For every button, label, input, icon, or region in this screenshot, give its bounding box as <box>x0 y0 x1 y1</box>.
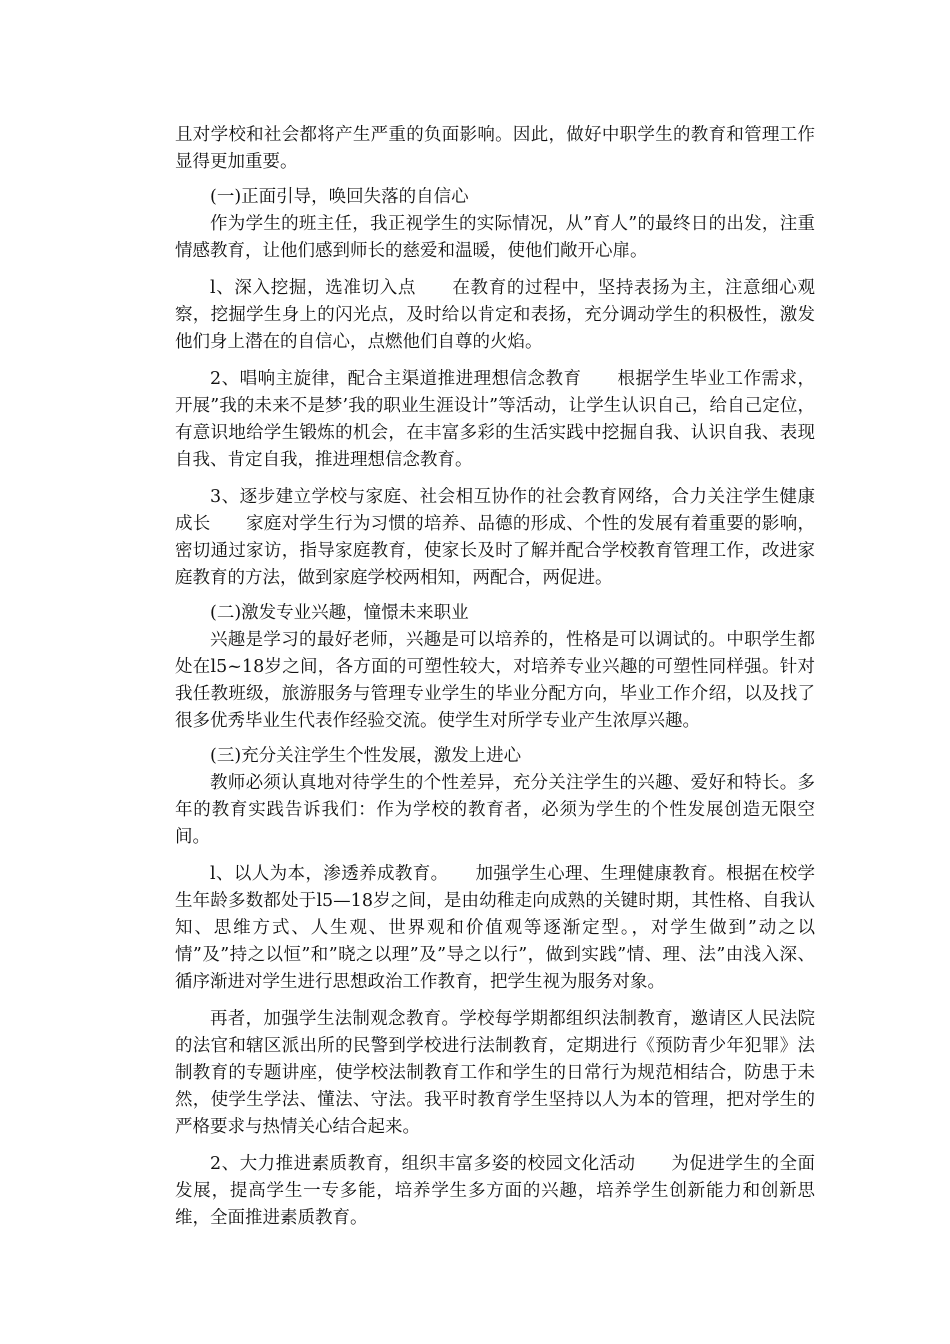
paragraph-intro: 且对学校和社会都将产生严重的负面影响。因此，做好中职学生的教育和管理工作显得更加重要。 <box>175 125 815 172</box>
section-heading-3: (三)充分关注学生个性发展，激发上进心 <box>210 746 522 766</box>
paragraph: 作为学生的班主任，我正视学生的实际情况，从”育人”的最终日的出发，注重情感教育，让他们感到师长的慈爱和温暖，使他们敞开心扉。 <box>175 214 815 261</box>
paragraph: 教师必须认真地对待学生的个性差异，充分关注学生的兴趣、爱好和特长。多年的教育实践告诉我们：作为学校的教育者，必须为学生的个性发展创造无限空间。 <box>175 773 815 847</box>
paragraph: 3、逐步建立学校与家庭、社会相互协作的社会教育网络，合力关注学生健康成长 家庭对学生行为习惯的培养、品德的形成、个性的发展有着重要的影响，密切通过家访，指导家庭教育，使家长及时了解并配合学校教育管理工作，改进家庭教育的方法，做到家庭学校两相知，两配合，两促进。 <box>175 487 815 588</box>
paragraph: l、深入挖掘，选准切入点 在教育的过程中，坚持表扬为主，注意细心观察，挖掘学生身上的闪光点，及时给以肯定和表扬，充分调动学生的积极性，激发他们身上潜在的自信心，点燃他们自尊的火焰。 <box>175 278 815 352</box>
paragraph: 再者，加强学生法制观念教育。学校每学期都组织法制教育，邀请区人民法院的法官和辖区派出所的民警到学校进行法制教育，定期进行《预防青少年犯罪》法制教育的专题讲座，使学校法制教育工作和学生的日常行为规范相结合，防患于未然，使学生学法、懂法、守法。我平时教育学生坚持以人为本的管理，把对学生的严格要求与热情关心结合起来。 <box>175 1009 815 1137</box>
paragraph: 2、大力推进素质教育，组织丰富多姿的校园文化活动 为促进学生的全面发展，提高学生一专多能，培养学生多方面的兴趣，培养学生创新能力和创新思维，全面推进素质教育。 <box>175 1154 815 1228</box>
paragraph: 2、唱响主旋律，配合主渠道推进理想信念教育 根据学生毕业工作需求，开展”我的未来不是梦’我的职业生涯设计”等活动，让学生认识自己，给自己定位，有意识地给学生锻炼的机会，在丰富多彩的生活实践中挖掘自我、认识自我、表现自我、肯定自我，推进理想信念教育。 <box>175 369 815 470</box>
document-body <box>175 122 815 1232</box>
section-heading-1: (一)正面引导，唤回失落的自信心 <box>210 187 469 207</box>
paragraph: 兴趣是学习的最好老师，兴趣是可以培养的，性格是可以调试的。中职学生都处在l5~18岁之间，各方面的可塑性较大，对培养专业兴趣的可塑性同样强。针对我任教班级，旅游服务与管理专业学生的毕业分配方向，毕业工作介绍，以及找了很多优秀毕业生代表作经验交流。使学生对所学专业产生浓厚兴趣。 <box>175 630 815 731</box>
section-heading-2: (二)激发专业兴趣，憧憬未来职业 <box>210 603 469 623</box>
paragraph: l、以人为本，渗透养成教育。 加强学生心理、生理健康教育。根据在校学生年龄多数都处于l5—18岁之间，是由幼稚走向成熟的关键时期，其性格、自我认知、思维方式、人生观、世界观和价值观等逐渐定型。，对学生做到”动之以情”及”持之以恒”和”晓之以理”及”导之以行”，做到实践”情、理、法”由浅入深、循序渐进对学生进行思想政治工作教育，把学生视为服务对象。 <box>175 864 815 992</box>
